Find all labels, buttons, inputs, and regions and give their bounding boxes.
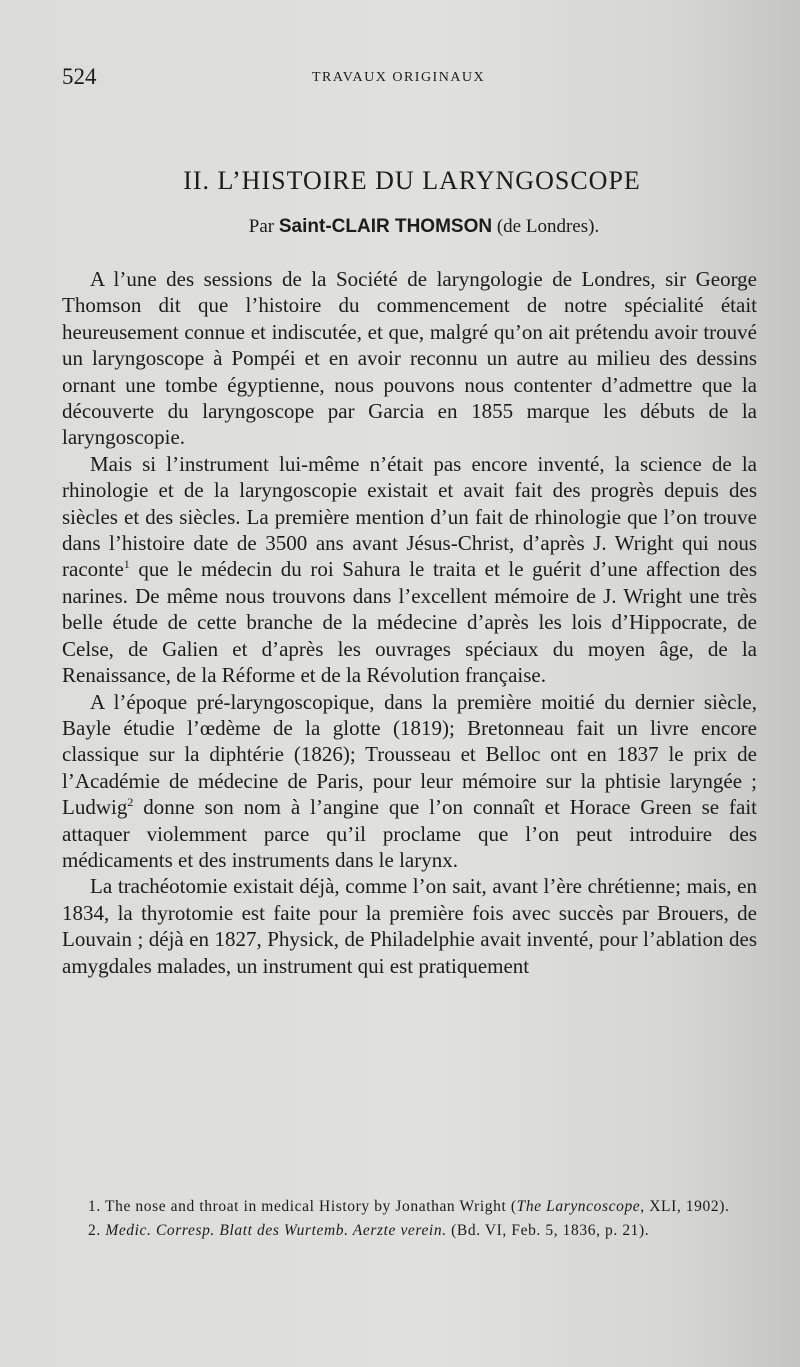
paragraph bbox=[62, 689, 757, 874]
paragraph bbox=[62, 873, 757, 979]
byline-prefix: Par bbox=[248, 216, 279, 237]
footnote-ref: 1 bbox=[123, 557, 130, 572]
footnote-title: The Laryncoscope bbox=[516, 1198, 641, 1215]
paragraph bbox=[62, 451, 757, 689]
running-title: TRAVAUX ORIGINAUX bbox=[312, 70, 486, 85]
footnote bbox=[62, 1220, 757, 1241]
paragraph-text: A l’époque pré-laryngoscopique, dans la première moitié du dernier siècle, Bayle étudie l’œdème de la glotte (1819); Bretonneau fait un livre encore classique sur la diphtérie (1826); Trousseau et Belloc ont en 1837 le prix de l’Académie de médecine de Paris, pour leur mémoire sur la phtisie laryngée ; Ludwig bbox=[62, 689, 757, 820]
paragraph-text: A l’une des sessions de la Société de laryngologie de Londres, sir George Thomson dit que l’histoire du commencement de notre spécialité était heureusement connue et indiscutée, et que, malgré qu’on ait prétendu avoir trouvé un laryngoscope à Pompéi et en avoir reconnu un autre au milieu des dessins ornant une tombe égyptienne, nous pouvons nous contenter d’admettre que la découverte du laryngoscope par Garcia en 1855 marque les débuts de la laryngoscopie. bbox=[62, 267, 757, 450]
author-name: Saint-CLAIR THOMSON bbox=[278, 216, 493, 237]
footnote bbox=[62, 1196, 757, 1217]
footnote-text: , XLI, 1902). bbox=[640, 1198, 730, 1215]
paragraph-text: La trachéotomie existait déjà, comme l’on sait, avant l’ère chrétienne; mais, en 1834, la thyrotomie est faite pour la première fois avec succès par Brouers, de Louvain ; déjà en 1827, Physick, de Philadelphie avait inventé, pour l’ablation des amygdales malades, un instrument qui est pratiquement bbox=[62, 874, 757, 978]
footnote-text: 2. bbox=[88, 1222, 106, 1239]
article-body bbox=[62, 266, 757, 979]
footnote-ref: 2 bbox=[127, 795, 134, 810]
footnote-text: 1. The nose and throat in medical History by Jonathan Wright ( bbox=[88, 1198, 517, 1215]
footnote-title: Medic. Corresp. Blatt des Wurtemb. Aerzte verein. bbox=[105, 1222, 447, 1239]
footnotes bbox=[62, 1196, 757, 1244]
paragraph bbox=[62, 266, 757, 451]
byline bbox=[0, 216, 800, 238]
paragraph-text: donne son nom à l’angine que l’on connaît et Horace Green se fait attaquer violemment parce qu’il proclame que l’on peut introduire des médicaments et des instruments dans le larynx. bbox=[62, 795, 757, 872]
page-number: 524 bbox=[62, 64, 97, 89]
paragraph-text: Mais si l’instrument lui-même n’était pas encore inventé, la science de la rhinologie et de la laryngoscopie existait et avait fait des progrès depuis des siècles et des siècles. La première mention d’un fait de rhinologie que l’on trouve dans l’histoire date de 3500 ans avant Jésus-Christ, d’après J. Wright qui nous raconte bbox=[62, 451, 757, 582]
page-header bbox=[62, 64, 760, 94]
byline-affiliation: (de Londres). bbox=[492, 216, 600, 237]
paragraph-text: que le médecin du roi Sahura le traita et le guérit d’une affection des narines. De même nous trouvons dans l’excellent mémoire de J. Wright une très belle étude de cette branche de la médecine d’après les lois d’Hippocrate, de Celse, de Galien et d’après les ouvrages spéciaux du moyen âge, de la Renaissance, de la Réforme et de la Révolution française. bbox=[62, 557, 757, 688]
footnote-text: (Bd. VI, Feb. 5, 1836, p. 21). bbox=[446, 1222, 650, 1239]
article-title: II. L’HISTOIRE DU LARYNGOSCOPE bbox=[183, 166, 641, 195]
